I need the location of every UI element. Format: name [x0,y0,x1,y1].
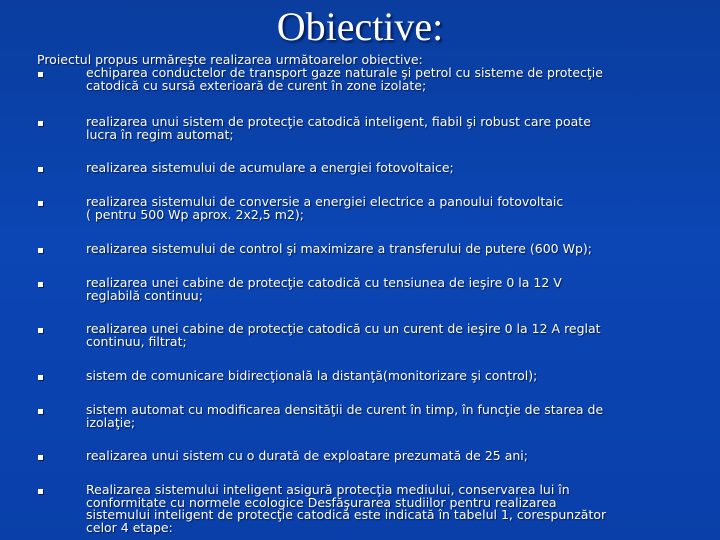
list-item-text: realizarea unui sistem cu o durată de exploatare prezumată de 25 ani; [86,448,528,463]
intro-text: Proiectul propus urmăreşte realizarea următoarelor obiective: [37,52,423,67]
bullet-icon [38,167,43,172]
bullet-icon [38,489,43,494]
list-item-text: realizarea unei cabine de protecţie catodică cu tensiunea de ieşire 0 la 12 V reglabilă continuu; [86,275,562,303]
list-item-text: Realizarea sistemului inteligent asigură protecţia mediului, conservarea lui în conformitate cu normele ecologice Desfăşurarea studiilor pentru realizarea sistemului inteligent de protecţie catodică este indicată în tabelul 1, corespunzător celor 4 etape: [86,482,607,535]
bullet-icon [38,201,43,206]
bullet-icon [38,248,43,253]
list-item-text: echiparea conductelor de transport gaze naturale şi petrol cu sisteme de protecţie catodică cu sursă exterioară de curent în zone izolate; [86,65,603,93]
bullet-icon [38,455,43,460]
slide-title: Obiective: [276,4,444,49]
bullet-icon [38,72,43,77]
bullet-icon [38,282,43,287]
list-item-text: realizarea unui sistem de protecţie catodică inteligent, fiabil şi robust care poate lucra în regim automat; [86,114,591,142]
list-item-text: realizarea unei cabine de protecţie catodică cu un curent de ieşire 0 la 12 A reglat continuu, filtrat; [86,321,601,349]
bullet-icon [38,409,43,414]
bullet-icon [38,328,43,333]
list-item-text: sistem de comunicare bidirecţională la distanţă(monitorizare şi control); [86,368,538,383]
bullet-icon [38,375,43,380]
list-item-text: realizarea sistemului de acumulare a energiei fotovoltaice; [86,160,454,175]
bullet-icon [38,121,43,126]
list-item-text: sistem automat cu modificarea densităţii de curent în timp, în funcţie de starea de izolaţie; [86,402,604,430]
list-item-text: realizarea sistemului de conversie a energiei electrice a panoului fotovoltaic ( pentru 500 Wp aprox. 2x2,5 m2); [86,194,564,222]
list-item-text: realizarea sistemului de control şi maximizare a transferului de putere (600 Wp); [86,241,592,256]
